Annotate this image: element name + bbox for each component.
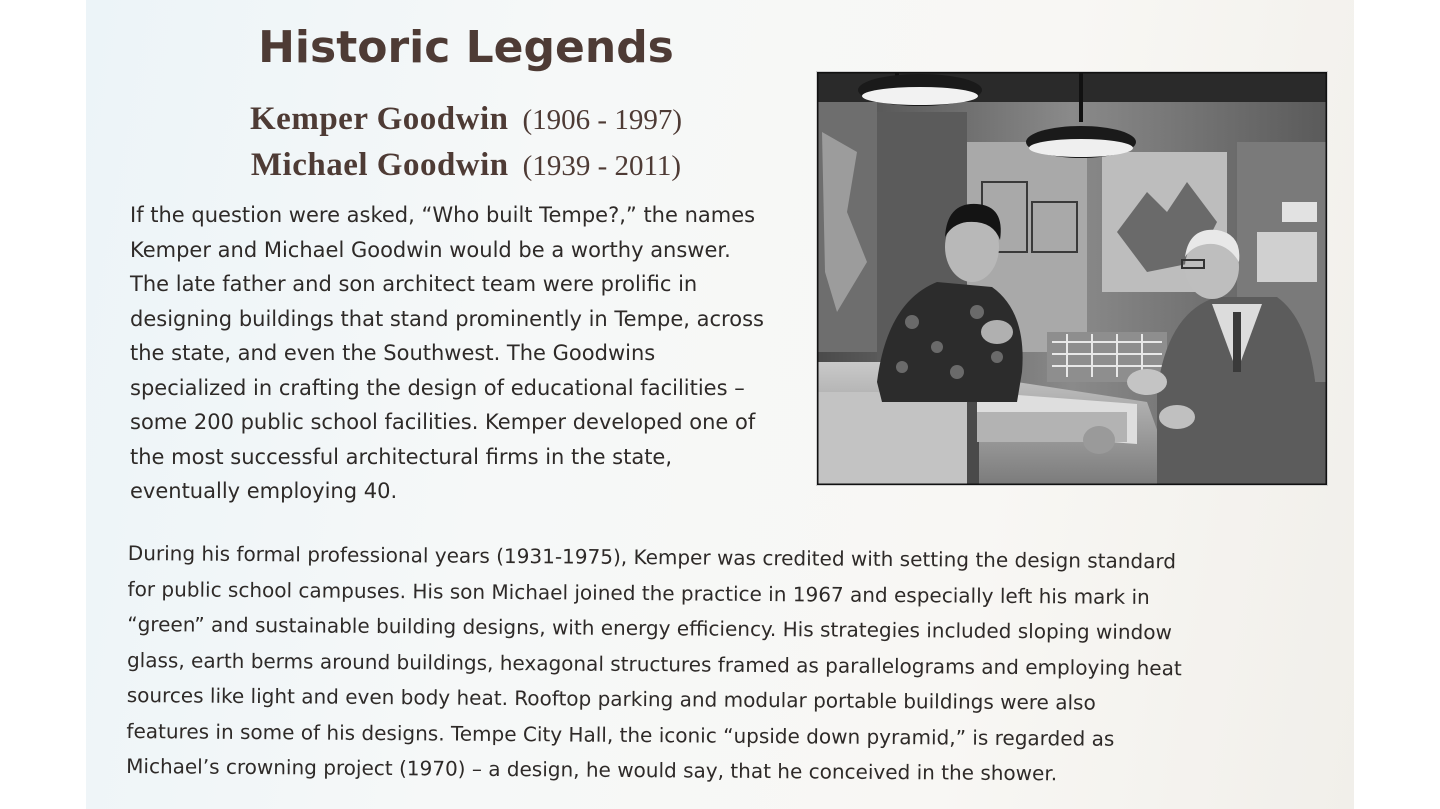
text-line: Michael’s crowning project (1970) – a design, he would say, that he conceived in the shower. [126,753,1058,786]
text-line: eventually employing 40. [130,479,398,503]
text-line: some 200 public school facilities. Kemper developed one of [130,410,756,434]
drafting-room-photo-icon [817,72,1327,485]
person-row-kemper [206,96,726,142]
person-row-michael [206,142,726,188]
panel-title: Historic Legends [258,22,674,73]
text-line: During his formal professional years (1931-1975), Kemper was credited with setting the design standard [127,540,1177,574]
text-line: features in some of his designs. Tempe City Hall, the iconic “upside down pyramid,” is regarded as [126,718,1115,751]
text-line: Kemper and Michael Goodwin would be a worthy answer. [130,237,731,262]
archival-photo [817,72,1327,485]
names-block [206,96,726,188]
text-line: the most successful architectural firms in the state, [130,444,673,469]
text-line: “green” and sustainable building designs, with energy efficiency. His strategies included sloping window [127,611,1172,645]
text-line: The late father and son architect team were prolific in [130,272,698,296]
person-name: Michael Goodwin [250,147,509,183]
text-line: glass, earth berms around buildings, hexagonal structures framed as parallelograms and employing heat [126,647,1182,680]
intro-paragraph [130,198,820,509]
person-years: (1906 - 1997) [522,104,682,136]
person-name: Kemper Goodwin [250,101,509,137]
person-years: (1939 - 2011) [522,150,682,182]
text-line: designing buildings that stand prominently in Tempe, across [130,306,764,331]
text-line: If the question were asked, “Who built Tempe?,” the names [130,203,756,227]
biography-paragraph [126,536,1308,794]
text-line: specialized in crafting the design of educational facilities – [130,375,745,400]
text-line: the state, and even the Southwest. The Goodwins [130,341,656,365]
text-line: sources like light and even body heat. Rooftop parking and modular portable buildings were also [126,682,1096,715]
text-line: for public school campuses. His son Michael joined the practice in 1967 and especially left his mark in [127,576,1150,609]
exhibit-panel [86,0,1354,809]
